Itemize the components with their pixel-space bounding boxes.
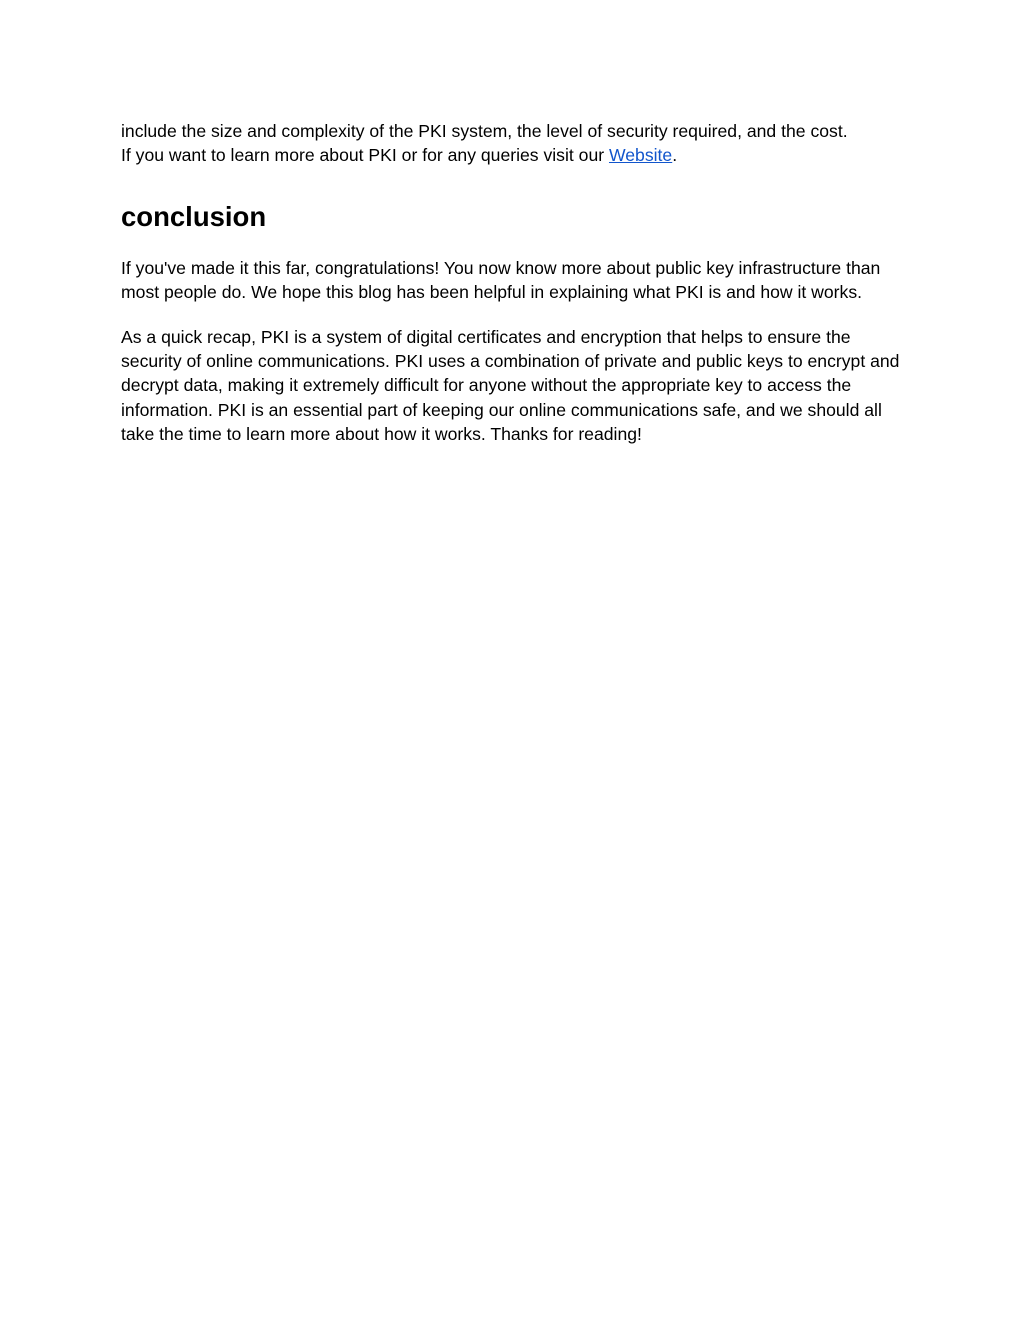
conclusion-heading: conclusion — [121, 200, 267, 232]
intro-line-2-period: . — [672, 145, 678, 166]
conclusion-paragraph-1: If you've made it this far, congratulations! You now know more about public key infrastructure than most people do. We hope this blog has been helpful in explaining what PKI is and how it works. — [121, 257, 881, 303]
conclusion-paragraph-2: As a quick recap, PKI is a system of digital certificates and encryption that helps to ensure the security of online communications. PKI uses a combination of private and public keys to encrypt and decrypt data, making it extremely difficult for anyone without the appropriate key to access the information. PKI is an essential part of keeping our online communications safe, and we should all take the time to learn more about how it works. Thanks for reading! — [121, 326, 900, 445]
intro-paragraph — [121, 119, 911, 168]
intro-line-1: include the size and complexity of the PKI system, the level of security required, and the cost. — [121, 121, 848, 141]
website-link[interactable]: Website — [608, 145, 673, 166]
document-page — [121, 119, 911, 447]
intro-line-2-text: If you want to learn more about PKI or for any queries visit our — [121, 145, 609, 166]
